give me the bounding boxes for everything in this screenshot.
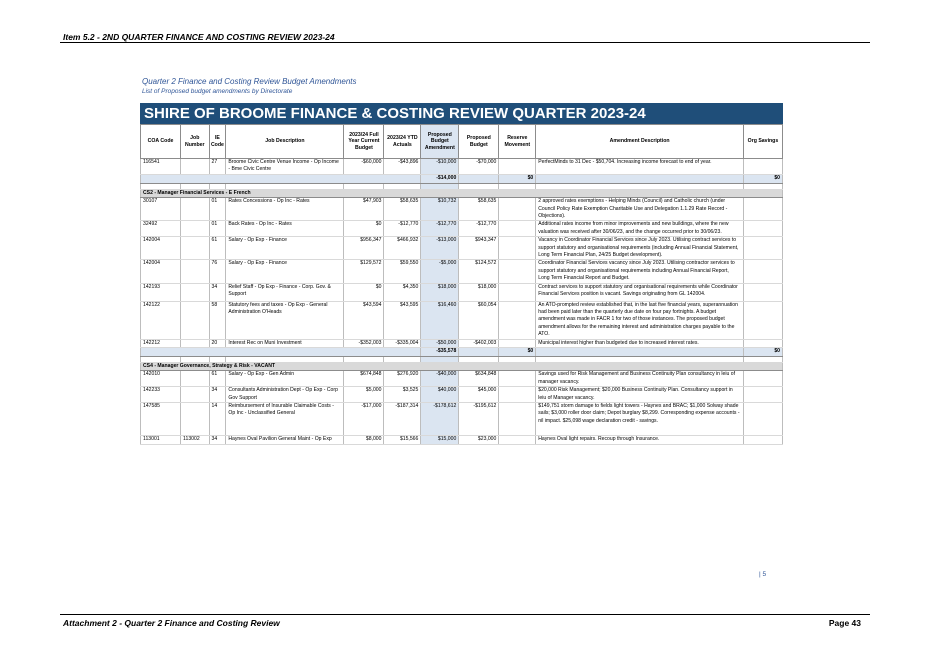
proposed-budget-cell: $943,347 xyxy=(459,237,499,260)
org-savings-cell xyxy=(743,436,782,444)
ytd-actuals-cell: $4,350 xyxy=(384,283,421,301)
ytd-actuals-cell: $43,595 xyxy=(384,301,421,339)
job-description-cell: Back Rates - Op Inc - Rates xyxy=(226,221,344,237)
org-savings-cell xyxy=(743,198,782,221)
ie-code-cell: 61 xyxy=(209,371,226,387)
coa-code-cell: 142193 xyxy=(141,283,181,301)
subtotal-blank xyxy=(141,174,421,183)
amendment-description-cell: Savings used for Risk Management and Business Continuity Plan consultancy in leiu of manager vacancy. xyxy=(536,371,744,387)
coa-code-cell: 142212 xyxy=(141,339,181,347)
ytd-actuals-cell: -$43,896 xyxy=(384,159,421,175)
section-heading-row xyxy=(141,189,783,197)
budget-amendment-cell: $16,460 xyxy=(421,301,459,339)
proposed-budget-cell: -$70,000 xyxy=(459,159,499,175)
section-heading-row xyxy=(141,362,783,370)
ie-code-cell: 20 xyxy=(209,339,226,347)
org-savings-cell xyxy=(743,159,782,175)
reserve-movement-cell xyxy=(499,237,536,260)
reserve-movement-cell xyxy=(499,402,536,435)
table-row xyxy=(141,221,783,237)
job-description-cell: Interest Rec on Muni Investment xyxy=(226,339,344,347)
job-number-cell xyxy=(181,339,209,347)
ie-code-cell: 34 xyxy=(209,387,226,403)
job-description-cell: Relief Staff - Op Exp - Finance - Corp. Gov. & Support xyxy=(226,283,344,301)
org-savings-cell xyxy=(743,237,782,260)
proposed-budget-cell: $18,000 xyxy=(459,283,499,301)
subtotal-blank xyxy=(536,174,744,183)
subtotal-org-savings: $0 xyxy=(743,174,782,183)
page-mark: | 5 xyxy=(759,571,767,578)
table-row xyxy=(141,339,783,347)
budget-amendment-cell: -$178,612 xyxy=(421,402,459,435)
reserve-movement-cell xyxy=(499,260,536,283)
ytd-actuals-cell: -$12,770 xyxy=(384,221,421,237)
col-header-ie: IE Code xyxy=(209,125,226,159)
coa-code-cell: 142233 xyxy=(141,387,181,403)
amendment-description-cell: $149,751 storm damage to fields light towers - Haynes and BRAC; $1,000 Solway shade sails; $3,000 roller door claim; Depot burglary $8,299. Corresponding expense accounts - nil impact. $25,098 wage declaration credit - savings. xyxy=(536,402,744,435)
amendment-description-cell: $20,000 Risk Management; $20,000 Business Continuity Plan. Consultancy support in leiu of Manager vacancy. xyxy=(536,387,744,403)
reserve-movement-cell xyxy=(499,198,536,221)
page-header-title: Item 5.2 - 2ND QUARTER FINANCE AND COSTING REVIEW 2023-24 xyxy=(63,32,335,42)
footer-page-number: Page 43 xyxy=(828,618,861,628)
col-header-ytd: 2023/24 YTD Actuals xyxy=(384,125,421,159)
col-header-amendment-desc: Amendment Description xyxy=(536,125,744,159)
reserve-movement-cell xyxy=(499,436,536,444)
coa-code-cell: 142010 xyxy=(141,371,181,387)
amendment-description-cell: Vacancy in Coordinator Financial Services since July 2023. Utilising contract services to support statutory and organisational requirements (including Annual Financial Statement, Long Term Financial Plan, 24/25 Budget development). xyxy=(536,237,744,260)
proposed-budget-cell: -$12,770 xyxy=(459,221,499,237)
col-header-org-savings: Org Savings xyxy=(743,125,782,159)
full-year-budget-cell: $674,848 xyxy=(344,371,384,387)
org-savings-cell xyxy=(743,387,782,403)
ie-code-cell: 61 xyxy=(209,237,226,260)
subtotal-blank xyxy=(141,347,421,356)
subtotal-amendment: -$14,000 xyxy=(421,174,459,183)
subtotal-amendment: -$35,578 xyxy=(421,347,459,356)
proposed-budget-cell: $124,572 xyxy=(459,260,499,283)
table-row xyxy=(141,402,783,435)
section-heading-label: CS2 - Manager Financial Services - E French xyxy=(141,189,783,197)
budget-amendment-cell: -$10,000 xyxy=(421,159,459,175)
subtotal-blank xyxy=(459,347,499,356)
job-number-cell xyxy=(181,260,209,283)
amendment-description-cell: Coordinator Financial Services vacancy since July 2023. Utilising contractor services to support statutory and organisational requirements including Annual Financial Report, Long Term Financial Report and Budget. xyxy=(536,260,744,283)
budget-amendment-cell: $15,000 xyxy=(421,436,459,444)
table-row xyxy=(141,283,783,301)
proposed-budget-cell: $45,000 xyxy=(459,387,499,403)
col-header-proposed: Proposed Budget xyxy=(459,125,499,159)
table-row xyxy=(141,371,783,387)
full-year-budget-cell: $43,594 xyxy=(344,301,384,339)
ytd-actuals-cell: $3,525 xyxy=(384,387,421,403)
job-number-cell xyxy=(181,371,209,387)
subtotal-row xyxy=(141,347,783,356)
ie-code-cell: 01 xyxy=(209,198,226,221)
reserve-movement-cell xyxy=(499,339,536,347)
proposed-budget-cell: -$195,612 xyxy=(459,402,499,435)
col-header-job: Job Number xyxy=(181,125,209,159)
coa-code-cell: 147585 xyxy=(141,402,181,435)
table-row xyxy=(141,159,783,175)
budget-amendment-cell: -$12,770 xyxy=(421,221,459,237)
amendment-description-cell: An ATO-prompted review established that, in the last five financial years, superannuation had been paid later than the quarterly due date on four pay fortnights. A budget amendment was made in FACR 1 for two of those instances. The proposed budget amendment allows for the remaining interest and administration charges payable to the ATO. xyxy=(536,301,744,339)
col-header-coa: COA Code xyxy=(141,125,181,159)
full-year-budget-cell: -$352,003 xyxy=(344,339,384,347)
table-banner: SHIRE OF BROOME FINANCE & COSTING REVIEW QUARTER 2023-24 xyxy=(140,103,783,124)
amendment-description-cell: Municipal interest higher than budgeted due to increased interest rates. xyxy=(536,339,744,347)
table-row xyxy=(141,387,783,403)
full-year-budget-cell: -$60,000 xyxy=(344,159,384,175)
full-year-budget-cell: $956,347 xyxy=(344,237,384,260)
org-savings-cell xyxy=(743,221,782,237)
job-number-cell xyxy=(181,198,209,221)
reserve-movement-cell xyxy=(499,221,536,237)
job-number-cell xyxy=(181,159,209,175)
amendments-table xyxy=(140,124,783,445)
subtotal-reserve: $0 xyxy=(499,347,536,356)
job-description-cell: Reimbursement of Insurable Claimable Costs - Op Inc - Unclassified General xyxy=(226,402,344,435)
ie-code-cell: 34 xyxy=(209,436,226,444)
coa-code-cell: 113001 xyxy=(141,436,181,444)
subtotal-blank xyxy=(459,174,499,183)
subtotal-reserve: $0 xyxy=(499,174,536,183)
coa-code-cell: 142122 xyxy=(141,301,181,339)
ytd-actuals-cell: -$187,314 xyxy=(384,402,421,435)
table-row xyxy=(141,237,783,260)
reserve-movement-cell xyxy=(499,159,536,175)
ytd-actuals-cell: -$335,004 xyxy=(384,339,421,347)
table-row xyxy=(141,198,783,221)
budget-amendment-cell: $40,000 xyxy=(421,387,459,403)
reserve-movement-cell xyxy=(499,371,536,387)
coa-code-cell: 142004 xyxy=(141,260,181,283)
reserve-movement-cell xyxy=(499,387,536,403)
job-description-cell: Statutory fees and taxes - Op Exp - General Administration O'Heads xyxy=(226,301,344,339)
table-row xyxy=(141,436,783,444)
coa-code-cell: 142004 xyxy=(141,237,181,260)
ie-code-cell: 27 xyxy=(209,159,226,175)
ie-code-cell: 14 xyxy=(209,402,226,435)
org-savings-cell xyxy=(743,301,782,339)
job-number-cell xyxy=(181,237,209,260)
table-row xyxy=(141,260,783,283)
amendment-description-cell: Additional rates income from minor improvements and new buildings, where the new valuation was received after 30/06/23, and the change occurred prior to 30/06/23. xyxy=(536,221,744,237)
col-header-amendment: Proposed Budget Amendment xyxy=(421,125,459,159)
full-year-budget-cell: -$17,000 xyxy=(344,402,384,435)
reserve-movement-cell xyxy=(499,283,536,301)
coa-code-cell: 32492 xyxy=(141,221,181,237)
reserve-movement-cell xyxy=(499,301,536,339)
footer-attachment-label: Attachment 2 - Quarter 2 Finance and Costing Review xyxy=(63,618,280,628)
org-savings-cell xyxy=(743,283,782,301)
budget-amendment-cell: -$13,000 xyxy=(421,237,459,260)
job-description-cell: Haynes Oval Pavilion General Maint - Op Exp xyxy=(226,436,344,444)
org-savings-cell xyxy=(743,339,782,347)
proposed-budget-cell: $60,054 xyxy=(459,301,499,339)
job-description-cell: Salary - Op Exp - Finance xyxy=(226,237,344,260)
full-year-budget-cell: $0 xyxy=(344,221,384,237)
amendment-description-cell: PerfectMinds to 31 Dec - $50,704. Increasing income forecast to end of year. xyxy=(536,159,744,175)
subtotal-row xyxy=(141,174,783,183)
job-number-cell xyxy=(181,402,209,435)
section-heading-label: CS4 - Manager Governance, Strategy & Risk - VACANT xyxy=(141,362,783,370)
proposed-budget-cell: -$402,003 xyxy=(459,339,499,347)
ytd-actuals-cell: $15,566 xyxy=(384,436,421,444)
budget-amendment-cell: -$40,000 xyxy=(421,371,459,387)
budget-amendment-cell: -$5,000 xyxy=(421,260,459,283)
proposed-budget-cell: $634,848 xyxy=(459,371,499,387)
subtotal-org-savings: $0 xyxy=(743,347,782,356)
col-header-reserve: Reserve Movement xyxy=(499,125,536,159)
full-year-budget-cell: $129,572 xyxy=(344,260,384,283)
ie-code-cell: 34 xyxy=(209,283,226,301)
coa-code-cell: 116541 xyxy=(141,159,181,175)
job-description-cell: Broome Civic Centre Venue Income - Op Income - Bme Civic Centre xyxy=(226,159,344,175)
budget-amendment-cell: $10,732 xyxy=(421,198,459,221)
document-subtitle: Quarter 2 Finance and Costing Review Budget Amendments xyxy=(142,77,357,86)
job-number-cell xyxy=(181,301,209,339)
ytd-actuals-cell: $59,550 xyxy=(384,260,421,283)
proposed-budget-cell: $23,000 xyxy=(459,436,499,444)
coa-code-cell: 30107 xyxy=(141,198,181,221)
subtotal-blank xyxy=(536,347,744,356)
table-header-row xyxy=(141,125,783,159)
job-number-cell: 113002 xyxy=(181,436,209,444)
job-description-cell: Salary - Op Exp - Gen Admin xyxy=(226,371,344,387)
ytd-actuals-cell: $58,635 xyxy=(384,198,421,221)
table-row xyxy=(141,301,783,339)
job-description-cell: Consultants Administration Dept - Op Exp - Corp Gov Support xyxy=(226,387,344,403)
amendment-description-cell: Haynes Oval light repairs. Recoup through Insurance. xyxy=(536,436,744,444)
ytd-actuals-cell: $466,932 xyxy=(384,237,421,260)
job-number-cell xyxy=(181,221,209,237)
full-year-budget-cell: $8,000 xyxy=(344,436,384,444)
job-number-cell xyxy=(181,283,209,301)
budget-amendment-cell: $18,000 xyxy=(421,283,459,301)
job-description-cell: Salary - Op Exp - Finance xyxy=(226,260,344,283)
document-subtitle-secondary: List of Proposed budget amendments by Directorate xyxy=(142,88,293,95)
ie-code-cell: 58 xyxy=(209,301,226,339)
org-savings-cell xyxy=(743,371,782,387)
full-year-budget-cell: $47,903 xyxy=(344,198,384,221)
header-rule xyxy=(60,42,870,43)
org-savings-cell xyxy=(743,402,782,435)
col-header-full-year: 2023/24 Full Year Current Budget xyxy=(344,125,384,159)
full-year-budget-cell: $5,000 xyxy=(344,387,384,403)
full-year-budget-cell: $0 xyxy=(344,283,384,301)
job-number-cell xyxy=(181,387,209,403)
amendment-description-cell: 2 approved rates exemptions - Helping Minds (Council) and Catholic church (under Council Policy Rate Exemption Charitable Use and Delegation 1.1.29 Rate Record - Objections). xyxy=(536,198,744,221)
col-header-desc: Job Description xyxy=(226,125,344,159)
proposed-budget-cell: $58,635 xyxy=(459,198,499,221)
amendment-description-cell: Contract services to support statutory and organisational requirements while Coordinator Financial Services position is vacant. Savings originating from GL 142004. xyxy=(536,283,744,301)
ytd-actuals-cell: $276,920 xyxy=(384,371,421,387)
footer-rule xyxy=(60,614,870,615)
job-description-cell: Rates Concessions - Op Inc - Rates xyxy=(226,198,344,221)
ie-code-cell: 76 xyxy=(209,260,226,283)
budget-amendment-cell: -$50,000 xyxy=(421,339,459,347)
ie-code-cell: 01 xyxy=(209,221,226,237)
org-savings-cell xyxy=(743,260,782,283)
